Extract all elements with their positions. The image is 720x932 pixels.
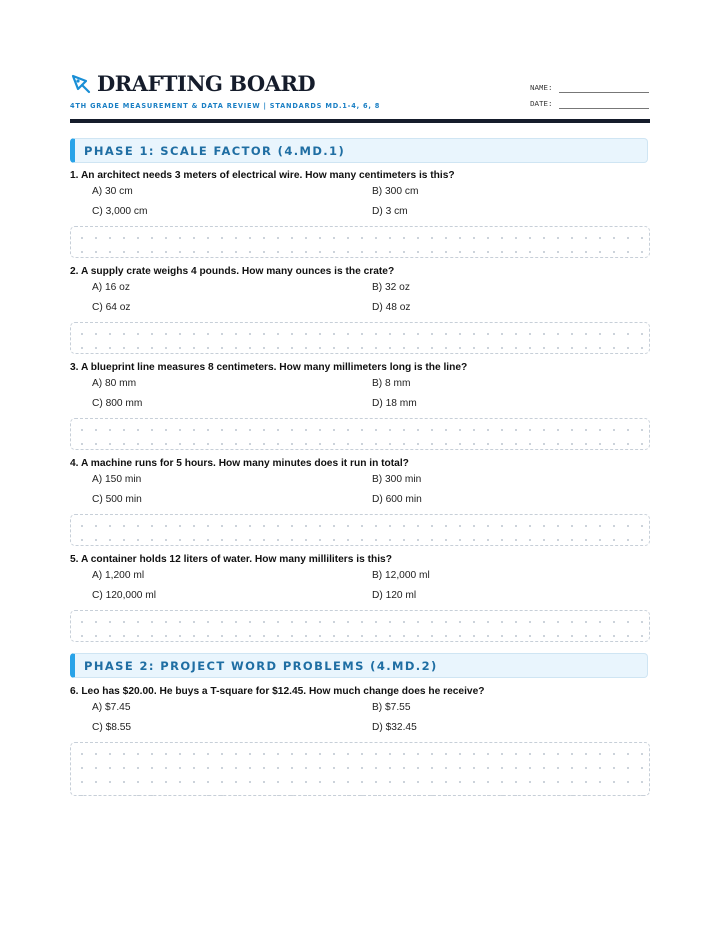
name-field[interactable] [530, 84, 649, 93]
drafting-compass-icon [70, 73, 92, 95]
worksheet-header [70, 0, 650, 120]
work-area[interactable] [70, 514, 650, 546]
phase-banner-2 [70, 653, 648, 678]
date-line[interactable] [559, 100, 649, 109]
answer-option-a[interactable]: A) 1,200 ml [92, 570, 145, 581]
answer-option-d[interactable]: D) 3 cm [372, 206, 408, 217]
answer-option-b[interactable]: B) $7.55 [372, 702, 411, 713]
name-label: NAME: [530, 85, 553, 93]
answer-option-c[interactable]: C) 3,000 cm [92, 206, 148, 217]
answer-option-b[interactable]: B) 12,000 ml [372, 570, 430, 581]
answer-option-c[interactable]: C) $8.55 [92, 722, 132, 733]
question-text: 5. A container holds 12 liters of water. How many milliliters is this? [70, 554, 392, 565]
question-text: 1. An architect needs 3 meters of electrical wire. How many centimeters is this? [70, 170, 455, 181]
work-area[interactable] [70, 742, 650, 796]
work-area[interactable] [70, 322, 650, 354]
answer-option-b[interactable]: B) 300 cm [372, 186, 419, 197]
question-text: 3. A blueprint line measures 8 centimeters. How many millimeters long is the line? [70, 362, 468, 373]
answer-option-d[interactable]: D) 18 mm [372, 398, 417, 409]
worksheet-page [70, 0, 650, 733]
worksheet-subtitle: 4TH GRADE MEASUREMENT & DATA REVIEW | STANDARDS MD.1-4, 6, 8 [70, 102, 381, 110]
answer-option-b[interactable]: B) 32 oz [372, 282, 410, 293]
brand-title: DRAFTING BOARD [97, 71, 316, 96]
answer-option-b[interactable]: B) 8 mm [372, 378, 411, 389]
date-label: DATE: [530, 101, 553, 109]
answer-option-a[interactable]: A) 30 cm [92, 186, 133, 197]
answer-option-a[interactable]: A) 16 oz [92, 282, 130, 293]
answer-option-d[interactable]: D) 600 min [372, 494, 422, 505]
question-text: 2. A supply crate weighs 4 pounds. How many ounces is the crate? [70, 266, 395, 277]
date-field[interactable] [530, 100, 649, 109]
question-text: 6. Leo has $20.00. He buys a T-square for $12.45. How much change does he receive? [70, 686, 485, 697]
answer-option-c[interactable]: C) 500 min [92, 494, 142, 505]
answer-option-a[interactable]: A) 80 mm [92, 378, 137, 389]
phase-title: PHASE 2: PROJECT WORD PROBLEMS (4.MD.2) [84, 659, 438, 673]
answer-option-c[interactable]: C) 120,000 ml [92, 590, 156, 601]
answer-option-b[interactable]: B) 300 min [372, 474, 422, 485]
question-text: 4. A machine runs for 5 hours. How many minutes does it run in total? [70, 458, 409, 469]
answer-option-a[interactable]: A) $7.45 [92, 702, 131, 713]
answer-option-c[interactable]: C) 64 oz [92, 302, 131, 313]
answer-option-a[interactable]: A) 150 min [92, 474, 142, 485]
work-area[interactable] [70, 418, 650, 450]
work-area[interactable] [70, 226, 650, 258]
header-divider [70, 119, 650, 123]
answer-option-d[interactable]: D) $32.45 [372, 722, 417, 733]
phase-title: PHASE 1: SCALE FACTOR (4.MD.1) [84, 144, 346, 158]
work-area[interactable] [70, 610, 650, 642]
phase-banner-1 [70, 138, 648, 163]
answer-option-c[interactable]: C) 800 mm [92, 398, 143, 409]
answer-option-d[interactable]: D) 48 oz [372, 302, 411, 313]
answer-option-d[interactable]: D) 120 ml [372, 590, 417, 601]
logo [70, 72, 315, 96]
name-line[interactable] [559, 84, 649, 93]
